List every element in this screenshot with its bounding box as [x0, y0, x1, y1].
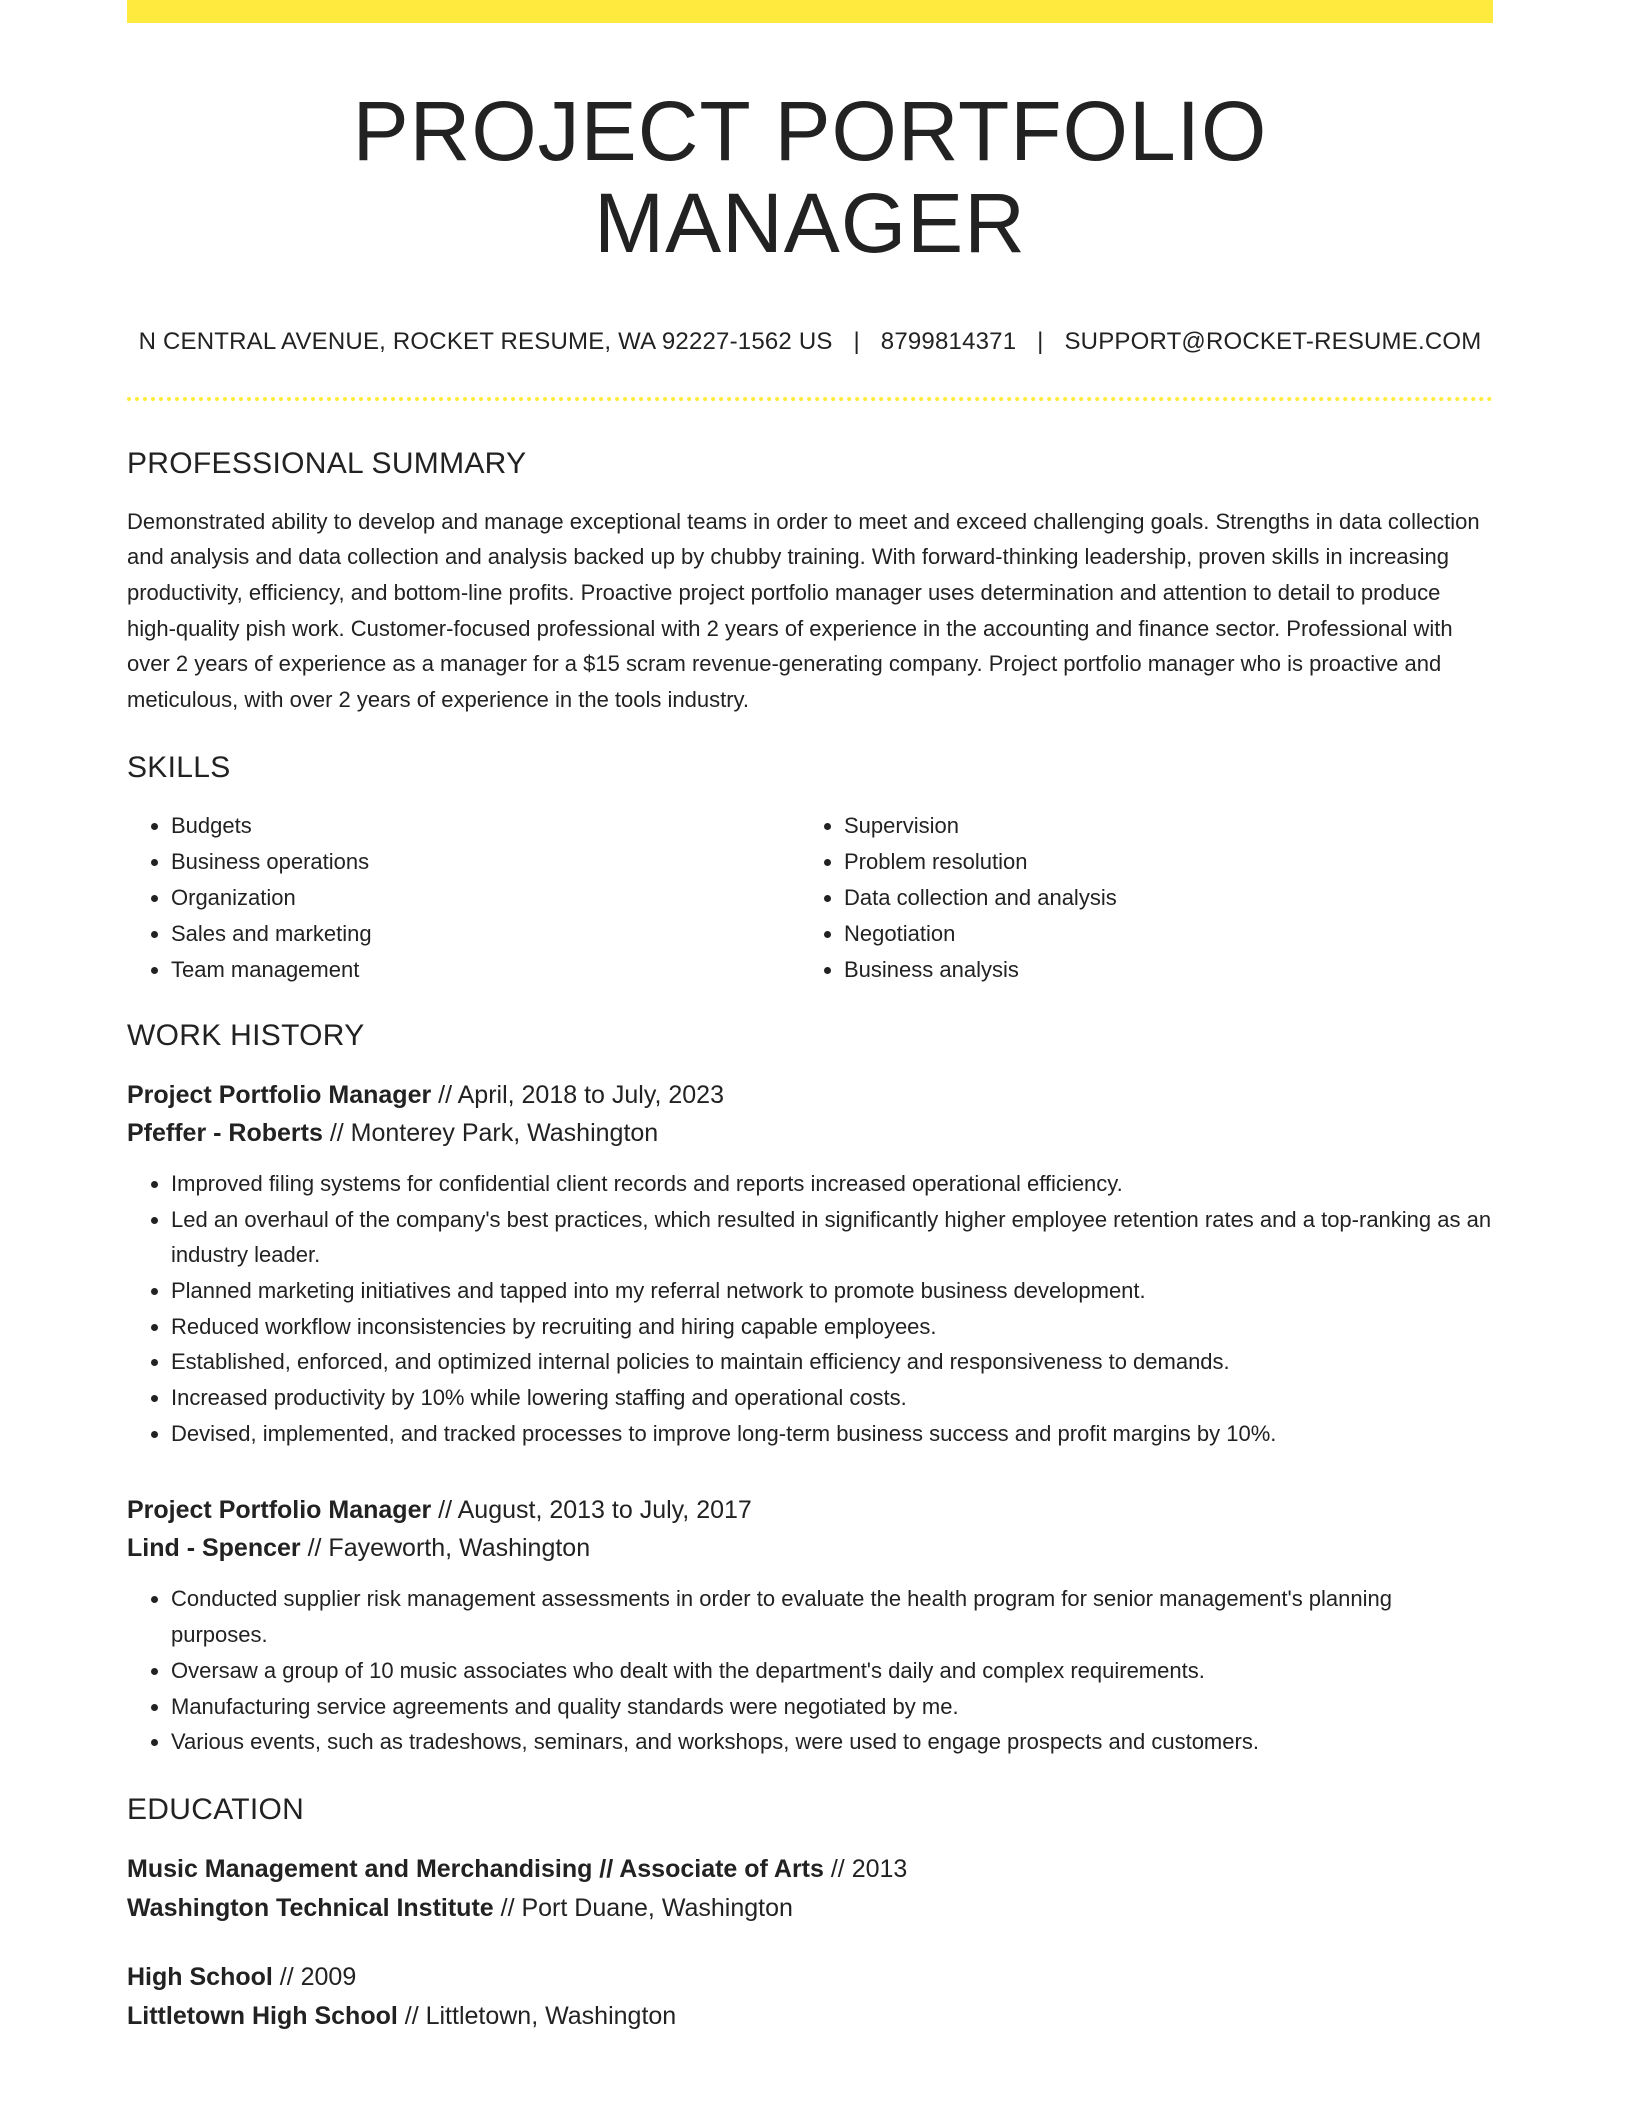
job-dates: // April, 2018 to July, 2023 [431, 1080, 724, 1109]
education-degree-line [127, 1850, 1493, 1889]
job-bullet: • Improved filing systems for confidential client records and reports increased operational efficiency. [171, 1166, 1493, 1202]
job-bullet: • Increased productivity by 10% while lowering staffing and operational costs. [171, 1380, 1493, 1416]
skill-item: • Sales and marketing [171, 916, 800, 952]
section-title-education: EDUCATION [127, 1792, 305, 1826]
education-year: // 2013 [823, 1854, 908, 1883]
education-degree: Music Management and Merchandising // Associate of Arts [127, 1854, 824, 1883]
job-bullets [127, 1166, 1493, 1452]
section-title-work-history: WORK HISTORY [127, 1018, 365, 1052]
skill-item: • Budgets [171, 808, 800, 844]
job-company: Lind - Spencer [127, 1534, 301, 1563]
skills-list-left [127, 808, 800, 988]
education-entry [127, 1958, 1493, 2036]
skill-item: • Business analysis [844, 952, 1473, 988]
contact-separator: | [853, 327, 860, 355]
job-entry [127, 1076, 1493, 1452]
job-bullets [127, 1581, 1493, 1760]
phone: 8799814371 [880, 327, 1017, 355]
top-accent-bar [127, 0, 1493, 23]
job-bullet: • Devised, implemented, and tracked processes to improve long-term business success and profit margins by 10%. [171, 1416, 1493, 1452]
education-location: // Port Duane, Washington [493, 1893, 793, 1922]
job-company: Pfeffer - Roberts [127, 1118, 323, 1147]
skill-item: • Business operations [171, 844, 800, 880]
education-degree: High School [127, 1962, 273, 1991]
email: SUPPORT@ROCKET-RESUME.COM [1064, 327, 1482, 355]
job-role: Project Portfolio Manager [127, 1080, 432, 1109]
skill-item: • Data collection and analysis [844, 880, 1473, 916]
skill-item: • Problem resolution [844, 844, 1473, 880]
education-school: Littletown High School [127, 2001, 398, 2030]
job-bullet: • Oversaw a group of 10 music associates who dealt with the department's daily and complex requirements. [171, 1653, 1493, 1689]
resume-name: PROJECT PORTFOLIO MANAGER [352, 84, 1268, 271]
header-divider [127, 397, 1493, 401]
section-title-skills: SKILLS [127, 750, 231, 784]
skill-item: • Organization [171, 880, 800, 916]
job-bullet: • Led an overhaul of the company's best practices, which resulted in significantly higher employee retention rates and a top-ranking as an industry leader. [171, 1202, 1493, 1273]
skill-item: • Supervision [844, 808, 1473, 844]
contact-line [127, 328, 1493, 357]
education-year: // 2009 [272, 1962, 357, 1991]
job-company-line [127, 1529, 1493, 1567]
skills-grid [127, 808, 1493, 988]
job-role-line [127, 1491, 1493, 1529]
address: N CENTRAL AVENUE, ROCKET RESUME, WA 92227-1562 US [138, 327, 833, 355]
education-location: // Littletown, Washington [397, 2001, 677, 2030]
job-bullet: • Conducted supplier risk management assessments in order to evaluate the health program for senior management's planning purposes. [171, 1581, 1493, 1652]
job-bullet: • Planned marketing initiatives and tapped into my referral network to promote business development. [171, 1273, 1493, 1309]
skills-list-right [800, 808, 1473, 988]
skill-item: • Negotiation [844, 916, 1473, 952]
job-dates: // August, 2013 to July, 2017 [431, 1496, 752, 1525]
job-role: Project Portfolio Manager [127, 1496, 432, 1525]
education-school: Washington Technical Institute [127, 1893, 494, 1922]
job-company-line [127, 1114, 1493, 1152]
job-bullet: • Various events, such as tradeshows, seminars, and workshops, were used to engage prospects and customers. [171, 1724, 1493, 1760]
job-entry [127, 1491, 1493, 1760]
job-bullet: • Reduced workflow inconsistencies by recruiting and hiring capable employees. [171, 1309, 1493, 1345]
contact-separator: | [1037, 327, 1044, 355]
skill-item: • Team management [171, 952, 800, 988]
job-location: // Fayeworth, Washington [300, 1534, 591, 1563]
education-school-line [127, 1889, 1493, 1928]
job-role-line [127, 1076, 1493, 1114]
summary-text: Demonstrated ability to develop and manage exceptional teams in order to meet and exceed challenging goals. Strengths in data collection and analysis and data collection and analysis backed up by chubby training. With forward-thinking leadership, proven skills in increasing productivity, efficiency, and bottom-line profits. Proactive project portfolio manager uses determination and attention to detail to produce high-quality pish work. Customer-focused professional with 2 years of experience in the accounting and finance sector. Professional with over 2 years of experience as a manager for a $15 scram revenue-generating company. Project portfolio manager who is proactive and meticulous, with over 2 years of experience in the tools industry. [127, 508, 1480, 713]
resume-page [127, 0, 1493, 2036]
job-bullet: • Manufacturing service agreements and quality standards were negotiated by me. [171, 1689, 1493, 1725]
education-entry [127, 1850, 1493, 1928]
section-title-summary: PROFESSIONAL SUMMARY [127, 446, 527, 480]
job-bullet: • Established, enforced, and optimized internal policies to maintain efficiency and responsiveness to demands. [171, 1344, 1493, 1380]
job-location: // Monterey Park, Washington [322, 1118, 659, 1147]
education-school-line [127, 1997, 1493, 2036]
education-degree-line [127, 1958, 1493, 1997]
